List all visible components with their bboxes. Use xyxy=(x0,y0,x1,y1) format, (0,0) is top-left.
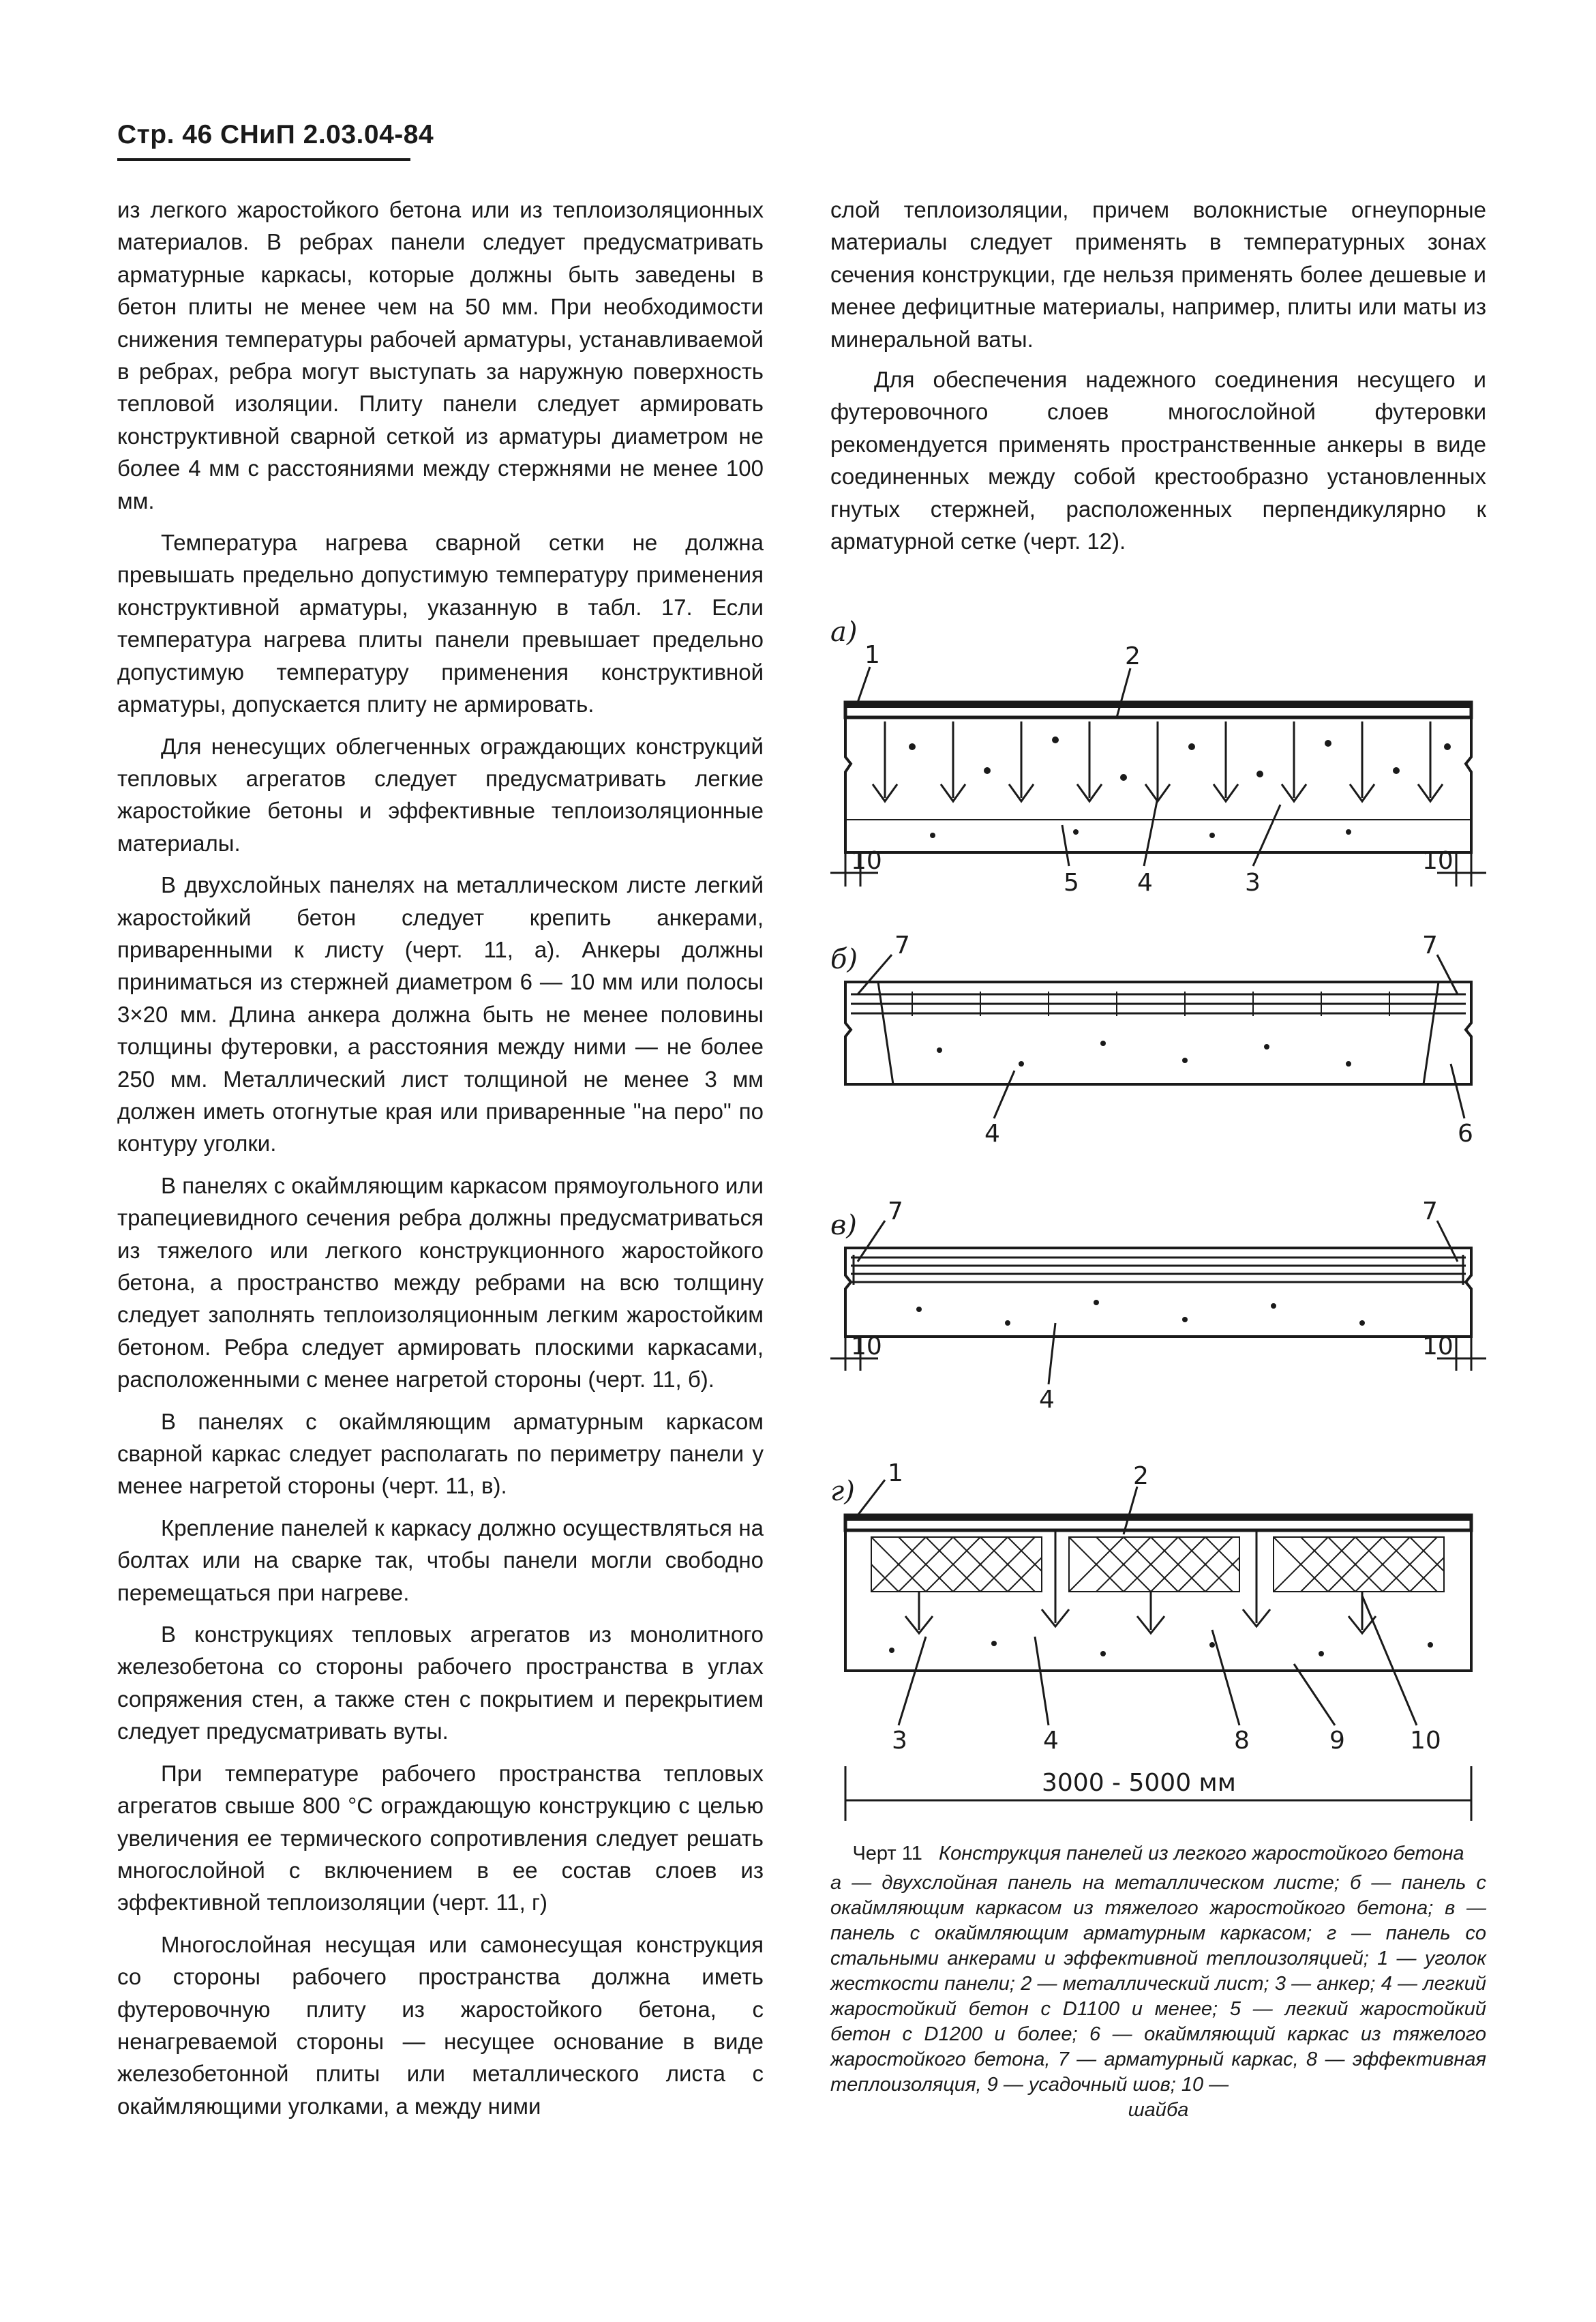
dim-left: 10 xyxy=(851,1333,882,1360)
label-5: 5 xyxy=(1064,869,1079,897)
label-3: 3 xyxy=(1245,869,1261,897)
panel-g xyxy=(830,1459,1471,1821)
label-3: 3 xyxy=(892,1727,907,1755)
paragraph: При температуре рабочего пространства тепловых агрегатов свыше 800 °С ограждающую конструкцию с целью увеличения ее термического сопротивления следует решать многослойной с включением в ее состав слоев из эффективной теплоизоляции (черт. 11, г) xyxy=(117,1760,764,1916)
label-2: 2 xyxy=(1125,642,1141,670)
paragraph: Температура нагрева сварной сетки не должна превышать предельно допустимую температуру применения конструктивной арматуры, указанную в табл. 17. Если температура нагрева плиты панели превышает предельно допустимую температуру применения конструктивной арматуры, допускается плиту не армировать. xyxy=(117,530,764,717)
panel-a xyxy=(830,616,1486,897)
figure-11 xyxy=(830,600,1486,1875)
label-7: 7 xyxy=(888,1197,903,1225)
label-1: 1 xyxy=(864,641,880,669)
paragraph: из легкого жаростойкого бетона или из теплоизоляционных материалов. В ребрах панели следует предусматривать арматурные каркасы, которые должны быть заведены в бетон плиты не менее чем на 50 мм. При необходимости снижения температуры рабочей арматуры, устанавливаемой в ребрах, ребра могут выступать за наружную поверхность тепловой изоляции. Плиту панели следует армировать конструктивной сварной сеткой из арматуры диаметром не более 4 мм с расстояниями между стержнями не менее 100 мм. xyxy=(117,197,764,513)
label-4: 4 xyxy=(1043,1727,1059,1755)
label-7: 7 xyxy=(894,932,910,959)
paragraph: Для обеспечения надежного соединения несущего и футеровочного слоев многослойной футеровки рекомендуется применять пространственные анкеры в виде соединенных между собой крестообразно установленных гнутых стержней, расположенных перпендикулярно к арматурной сетке (черт. 12). xyxy=(830,367,1486,554)
label-4: 4 xyxy=(984,1120,1000,1148)
dim-left: 10 xyxy=(851,847,882,875)
dimension-label: 3000 - 5000 мм xyxy=(1042,1769,1236,1797)
left-column xyxy=(117,194,764,2132)
header-rule xyxy=(117,158,410,161)
caption-prefix: Черт 11 xyxy=(852,1843,922,1864)
panel-g-letter: г) xyxy=(830,1476,855,1507)
paragraph: Для ненесущих облегченных ограждающих конструкций тепловых агрегатов следует предусматривать легкие жаростойкие бетоны и эффективные теплоизоляционные материалы. xyxy=(117,733,764,856)
caption-body: а — двухслойная панель на металлическом листе; б — панель с окаймляющим каркасом из тяжелого жаростойкого бетона; в — панель с окаймляющим арматурным каркасом; г — панель со стальными анкерами и эффективной теплоизоляцией; 1 — уголок жесткости панели; 2 — металлический лист; 3 — анкер; 4 — легкий жаростойкий бетон с D1100 и менее; 5 — легкий жаростойкий бетон с D1200 и более; 6 — окаймляющий каркас из тяжелого жаростойкого бетона, 7 — арматурный каркас, 8 — эффективная теплоизоляция, 9 — усадочный шов; 10 — xyxy=(830,1872,1486,2096)
right-column xyxy=(830,194,1486,565)
paragraph: В панелях с окаймляющим каркасом прямоугольного или трапециевидного сечения ребра должны предусматриваться из тяжелого или легкого конструкционного жаростойкого бетона, а пространство между ребрами на всю толщину следует заполнять теплоизоляционным легким жаростойким бетоном. Ребра следует армировать плоскими каркасами, расположенными с менее нагретой стороны (черт. 11, б). xyxy=(117,1172,764,1393)
paragraph: Многослойная несущая или самонесущая конструкция со стороны рабочего пространства должна иметь футеровочную плиту из жаростойкого бетона, с ненагреваемой стороны — несущее основание в виде железобетонной плиты или металлического листа с окаймляющими уголками, а между ними xyxy=(117,1931,764,2119)
label-7: 7 xyxy=(1422,932,1438,959)
label-9: 9 xyxy=(1329,1727,1345,1755)
panel-v-letter: в) xyxy=(830,1210,857,1241)
figure-caption xyxy=(830,1841,1486,2123)
paragraph: В конструкциях тепловых агрегатов из монолитного железобетона со стороны рабочего пространства в углах сопряжения стен, а также стен с покрытием и перекрытием следует предусматривать вуты. xyxy=(117,1622,764,1744)
caption-title-text: Конструкция панелей из легкого жаростойкого бетона xyxy=(939,1843,1464,1864)
dim-right: 10 xyxy=(1422,1333,1454,1360)
paragraph: Крепление панелей к каркасу должно осуществляться на болтах или на сварке так, чтобы панели могли свободно перемещаться при нагреве. xyxy=(117,1515,764,1605)
paragraph: слой теплоизоляции, причем волокнистые огнеупорные материалы следует применять в температурных зонах сечения конструкции, где нельзя применять более дешевые и менее дефицитные материалы, например, плиты или маты из минеральной ваты. xyxy=(830,197,1486,352)
caption-end: шайба xyxy=(1128,2099,1189,2121)
label-10: 10 xyxy=(1410,1727,1441,1755)
label-8: 8 xyxy=(1234,1727,1250,1755)
label-1: 1 xyxy=(888,1459,903,1487)
label-4: 4 xyxy=(1039,1386,1055,1414)
page-header: Стр. 46 СНиП 2.03.04-84 xyxy=(117,120,434,149)
caption-title xyxy=(830,1841,1486,1866)
paragraph: В панелях с окаймляющим арматурным каркасом сварной каркас следует располагать по периметру панели у менее нагретой стороны (черт. 11, в). xyxy=(117,1408,764,1499)
panel-v xyxy=(830,1197,1486,1414)
label-6: 6 xyxy=(1458,1120,1473,1148)
label-7: 7 xyxy=(1422,1197,1438,1225)
paragraph: В двухслойных панелях на металлическом листе легкий жаростойкий бетон следует крепить анкерами, приваренными к листу (черт. 11, а). Анкеры должны приниматься из стержней диаметром 6 — 10 мм или полосы 3×20 мм. Длина анкера должна быть не менее половины толщины футеровки, а расстояния между ними — не более 250 мм. Металлический лист толщиной не менее 3 мм должен иметь отогнутые края или приваренные "на перо" по контуру уголки. xyxy=(117,872,764,1157)
label-4: 4 xyxy=(1137,869,1153,897)
panel-a-letter: а) xyxy=(830,616,858,648)
label-2: 2 xyxy=(1133,1462,1149,1490)
panel-b-letter: б) xyxy=(830,944,858,975)
dim-right: 10 xyxy=(1422,847,1454,875)
panel-b xyxy=(830,932,1473,1148)
